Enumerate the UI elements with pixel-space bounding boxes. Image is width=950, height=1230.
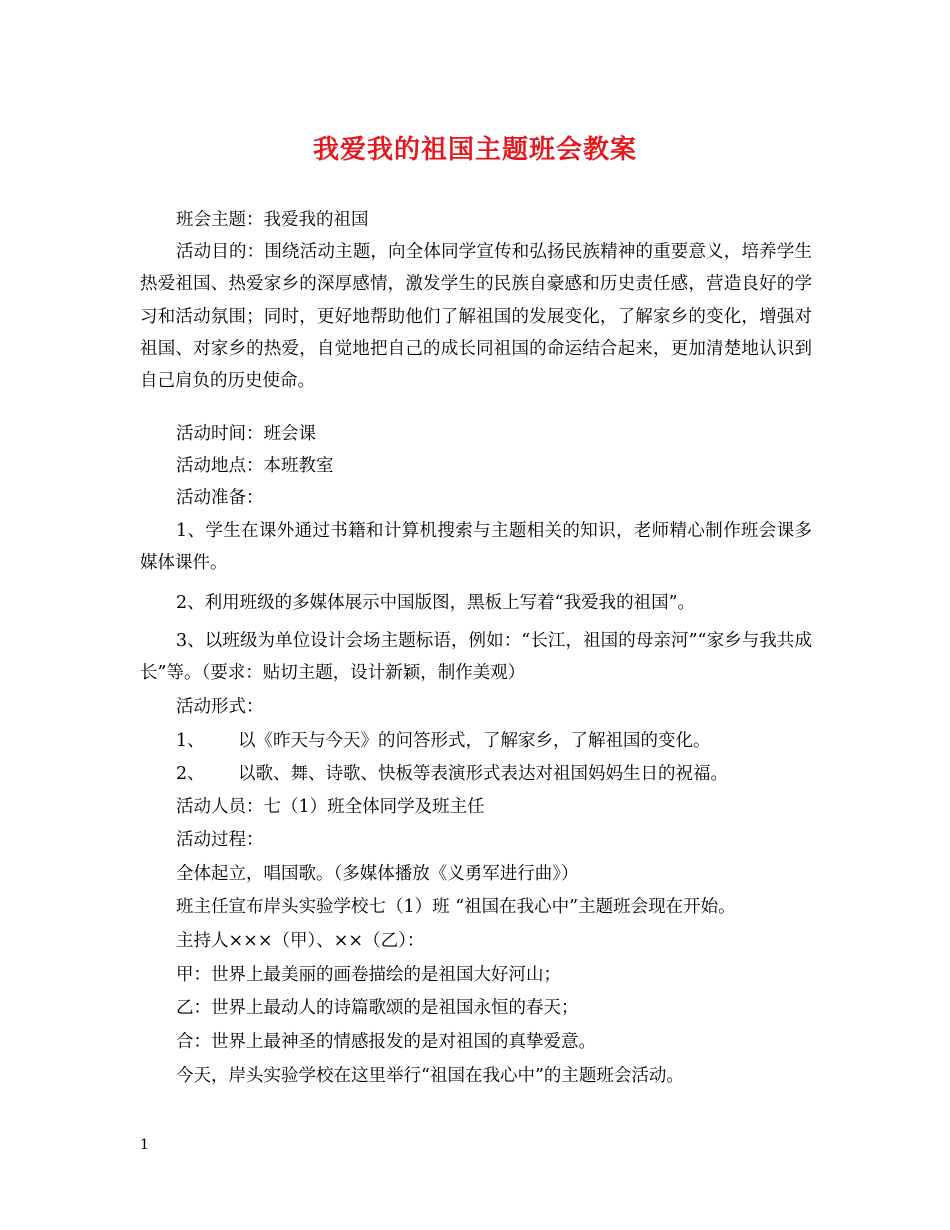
paragraph-hosts: 主持人×××（甲）、××（乙）： [176, 931, 425, 951]
paragraph-purpose: 活动目的：围绕活动主题，向全体同学宣传和弘扬民族精神的重要意义，培养学生热爱祖国、热爱家乡的深厚感情，激发学生的民族自豪感和历史责任感，营造良好的学习和活动氛围；同时，更好地帮助他们了解祖国的发展变化，了解家乡的变化，增强对祖国、对家乡的热爱，自觉地把自己的成长同祖国的命运结合起来，更加清楚地认识到自己肩负的历史使命。 [140, 242, 812, 392]
paragraph-format-heading: 活动形式： [176, 697, 264, 717]
paragraph-time: 活动时间：班会课 [176, 424, 316, 444]
paragraph-format-2: 2、 以歌、舞、诗歌、快板等表演形式表达对祖国妈妈生日的祝福。 [176, 764, 729, 784]
paragraph-place: 活动地点：本班教室 [176, 456, 334, 476]
paragraph-preparation-heading: 活动准备： [176, 488, 264, 508]
paragraph-announcement: 班主任宣布岸头实验学校七（1）班 “祖国在我心中”主题班会现在开始。 [176, 897, 736, 917]
paragraph-participants: 活动人员：七（1）班全体同学及班主任 [176, 797, 485, 817]
paragraph-process-heading: 活动过程： [176, 830, 264, 850]
paragraph-together: 合：世界上最神圣的情感报发的是对祖国的真挚爱意。 [176, 1032, 596, 1052]
paragraph-host-b: 乙：世界上最动人的诗篇歌颂的是祖国永恒的春天； [176, 998, 579, 1018]
paragraph-anthem: 全体起立，唱国歌。（多媒体播放《义勇军进行曲》） [176, 864, 579, 884]
page-number: 1 [140, 1137, 149, 1153]
paragraph-preparation-3: 3、以班级为单位设计会场主题标语，例如：“长江，祖国的母亲河”“家乡与我共成长”等。（要求：贴切主题，设计新颖，制作美观） [140, 631, 812, 684]
paragraph-today: 今天，岸头实验学校在这里举行“祖国在我心中”的主题班会活动。 [176, 1066, 684, 1086]
document-title: 我爱我的祖国主题班会教案 [312, 135, 637, 165]
paragraph-theme: 班会主题：我爱我的祖国 [176, 210, 369, 230]
paragraph-format-1: 1、 以《昨天与今天》的问答形式，了解家乡，了解祖国的变化。 [176, 731, 711, 751]
paragraph-preparation-2: 2、利用班级的多媒体展示中国版图，黑板上写着“我爱我的祖国”。 [176, 593, 696, 613]
paragraph-preparation-1: 1、学生在课外通过书籍和计算机搜索与主题相关的知识，老师精心制作班会课多媒体课件。 [140, 521, 812, 574]
paragraph-host-a: 甲：世界上最美丽的画卷描绘的是祖国大好河山； [176, 965, 561, 985]
